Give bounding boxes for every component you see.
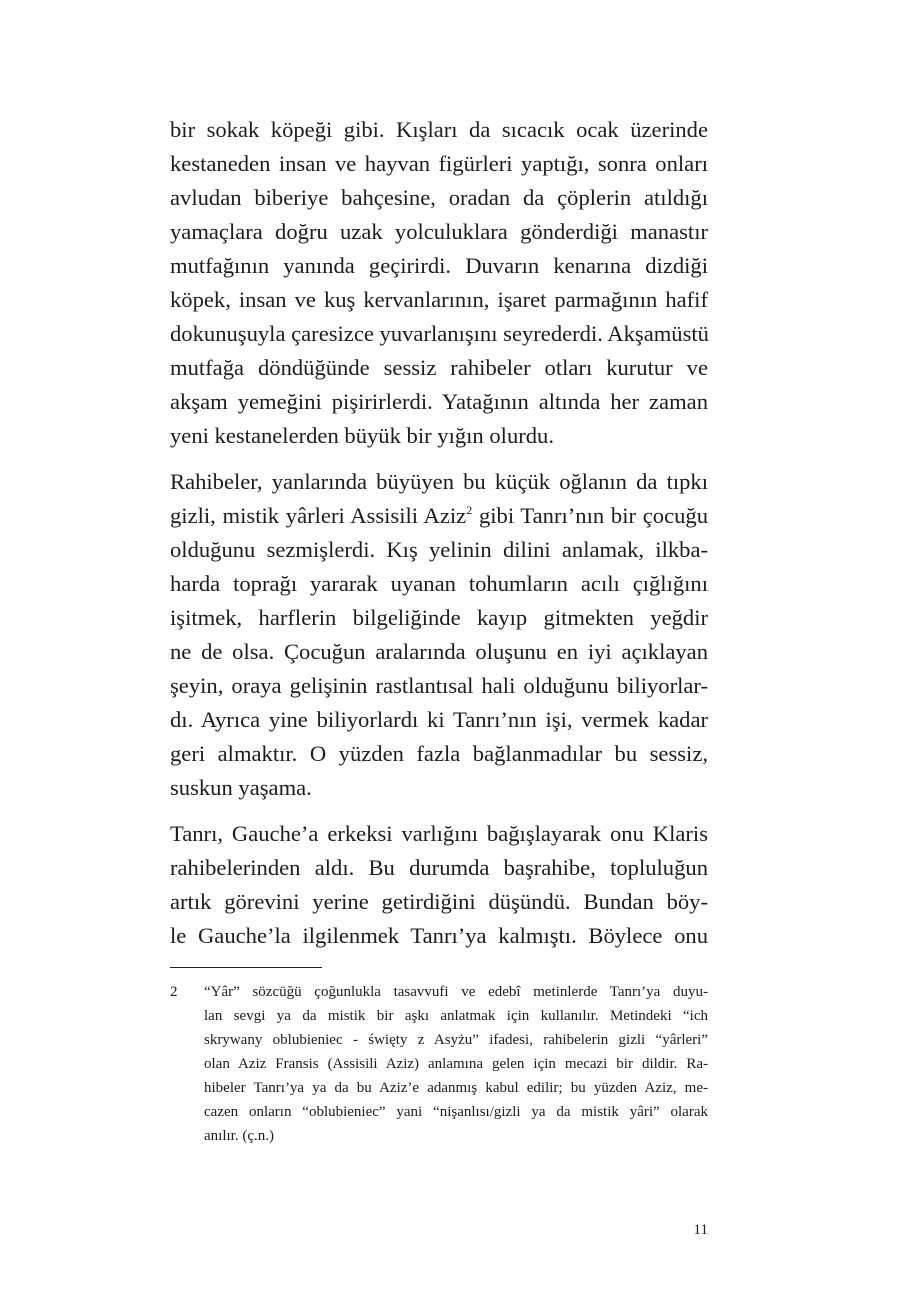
text-line: akşam yemeğini pişirirlerdi. Yatağının altında her zaman <box>170 389 708 414</box>
text-line: mutfağa döndüğünde sessiz rahibeler otları kurutur ve <box>170 355 708 380</box>
paragraph-2 <box>170 465 708 805</box>
footnote-text <box>204 980 708 1148</box>
text-line: Tanrı, Gauche’a erkeksi varlığını bağışlayarak onu Klaris <box>170 821 708 846</box>
text-line-with-footnote-ref <box>170 499 708 533</box>
text-line: le Gauche’la ilgilenmek Tanrı’ya kalmıştı. Böylece onu <box>170 923 708 948</box>
text-line: yamaçlara doğru uzak yolculuklara gönderdiği manastır <box>170 219 708 244</box>
text-line: köpek, insan ve kuş kervanlarının, işaret parmağının hafif <box>170 287 708 312</box>
text-line: suskun yaşama. <box>170 775 312 800</box>
text-line: işitmek, harflerin bilgeliğinde kayıp gitmekten yeğdir <box>170 605 708 630</box>
footnote-reference[interactable]: 2 <box>466 503 473 517</box>
text-line: bir sokak köpeği gibi. Kışları da sıcacık ocak üzerinde <box>170 117 708 142</box>
text-line: dokunuşuyla çaresizce yuvarlanışını seyrederdi. Akşamüstü <box>170 321 709 346</box>
footnote-divider <box>170 967 322 968</box>
footnote-line: anılır. (ç.n.) <box>204 1128 274 1144</box>
footnote-line: skrywany oblubieniec - święty z Asyżu” ifadesi, rahibelerin gizli “yârleri” <box>204 1032 708 1048</box>
footnote-number: 2 <box>170 984 178 1000</box>
text-line: şeyin, oraya gelişinin rastlantısal hali olduğunu biliyorlar- <box>170 673 708 698</box>
paragraph-1 <box>170 113 708 453</box>
text-line: kestaneden insan ve hayvan figürleri yaptığı, sonra onları <box>170 151 708 176</box>
text-line: ne de olsa. Çocuğun aralarında oluşunu en iyi açıklayan <box>170 639 708 664</box>
footnote-line: olan Aziz Fransis (Assisili Aziz) anlamına gelen için mecazi bir dildir. Ra- <box>204 1056 708 1072</box>
footnote-line: hibeler Tanrı’ya ya da bu Aziz’e adanmış kabul edilir; bu yüzden Aziz, me- <box>204 1080 708 1096</box>
body-text <box>170 113 708 965</box>
text-line: harda toprağı yararak uyanan tohumların acılı çığlığını <box>170 571 708 596</box>
text-line: yeni kestanelerden büyük bir yığın olurdu. <box>170 423 555 448</box>
text-line: artık görevini yerine getirdiğini düşündü. Bundan böy- <box>170 889 708 914</box>
text-line: mutfağının yanında geçirirdi. Duvarın kenarına dizdiği <box>170 253 708 278</box>
text-segment: gibi Tanrı’nın bir çocuğu <box>472 503 709 528</box>
footnote-line: lan sevgi ya da mistik bir aşkı anlatmak için kullanılır. Metindeki “ich <box>204 1008 708 1024</box>
text-segment: gizli, mistik yârleri Assisili Aziz <box>170 503 467 528</box>
text-line: geri almaktır. O yüzden fazla bağlanmadılar bu sessiz, <box>170 741 708 766</box>
footnote-line: cazen onların “oblubieniec” yani “nişanlısı/gizli ya da mistik yâri” olarak <box>204 1104 708 1120</box>
footnote-line: “Yâr” sözcüğü çoğunlukla tasavvufi ve edebî metinlerde Tanrı’ya duyu- <box>204 984 708 1000</box>
text-line: dı. Ayrıca yine biliyorlardı ki Tanrı’nın işi, vermek kadar <box>170 707 708 732</box>
text-line: avludan biberiye bahçesine, oradan da çöplerin atıldığı <box>170 185 708 210</box>
paragraph-3 <box>170 817 708 953</box>
text-line: Rahibeler, yanlarında büyüyen bu küçük oğlanın da tıpkı <box>170 469 708 494</box>
text-line: rahibelerinden aldı. Bu durumda başrahibe, topluluğun <box>170 855 708 880</box>
page-number: 11 <box>693 1222 708 1238</box>
text-line: olduğunu sezmişlerdi. Kış yelinin dilini anlamak, ilkba- <box>170 537 708 562</box>
